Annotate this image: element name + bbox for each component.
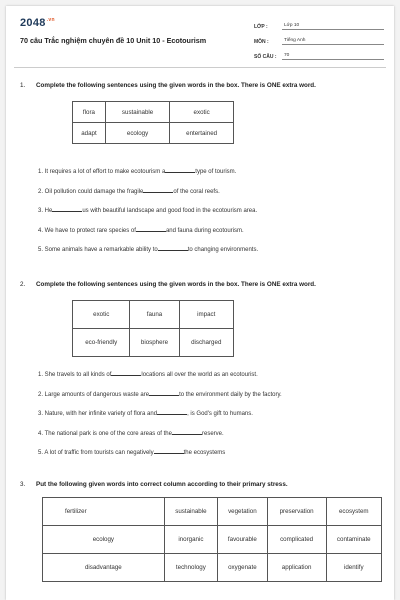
word-cell: exotic bbox=[170, 102, 234, 123]
word-cell: adapt bbox=[73, 123, 106, 144]
exercise-item: 4. We have to protect rare species of and fauna during ecotourism. bbox=[38, 224, 388, 244]
section-2-word-box bbox=[72, 300, 234, 357]
word-cell: application bbox=[267, 554, 326, 582]
worksheet-page bbox=[6, 6, 394, 600]
section-3-word-table bbox=[42, 497, 382, 582]
exercise-item: 5. A lot of traffic from tourists can negatively the ecosystems bbox=[38, 446, 388, 466]
word-cell: disadvantage bbox=[43, 554, 165, 582]
word-cell: identify bbox=[326, 554, 381, 582]
exercise-item: 3. Nature, with her infinite variety of flora and , is God's gift to humans. bbox=[38, 407, 388, 427]
word-cell: technology bbox=[164, 554, 217, 582]
header-divider bbox=[14, 67, 386, 68]
meta-info-block bbox=[254, 18, 384, 63]
word-cell: ecology bbox=[43, 526, 165, 554]
document-title: 70 câu Trắc nghiệm chuyên đề 10 Unit 10 - Ecotourism bbox=[20, 36, 207, 45]
word-cell: discharged bbox=[179, 329, 233, 357]
word-cell: sustainable bbox=[105, 102, 169, 123]
word-cell: inorganic bbox=[164, 526, 217, 554]
exercise-item: 1. It requires a lot of effort to make ecotourism a type of tourism. bbox=[38, 165, 388, 185]
section-2-instruction: Complete the following sentences using the given words in the box. There is ONE extra word. bbox=[36, 281, 316, 288]
meta-class-label: LỚP : bbox=[254, 24, 268, 30]
answer-blank[interactable] bbox=[136, 224, 166, 232]
meta-subject-value: Tiếng Anh bbox=[282, 38, 384, 45]
section-2-heading bbox=[20, 281, 316, 288]
word-cell: fertilizer bbox=[43, 498, 165, 526]
word-cell: contaminate bbox=[326, 526, 381, 554]
word-cell: eco-friendly bbox=[73, 329, 130, 357]
section-1-items bbox=[38, 165, 388, 263]
word-cell: sustainable bbox=[164, 498, 217, 526]
section-1-number: 1. bbox=[20, 82, 26, 89]
word-cell: entertained bbox=[170, 123, 234, 144]
answer-blank[interactable] bbox=[143, 185, 173, 193]
section-3-heading bbox=[20, 481, 288, 488]
answer-blank[interactable] bbox=[52, 204, 82, 212]
answer-blank[interactable] bbox=[149, 388, 179, 396]
answer-blank[interactable] bbox=[111, 368, 141, 376]
word-cell: ecology bbox=[105, 123, 169, 144]
exercise-item: 4. The national park is one of the core areas of the reserve. bbox=[38, 427, 388, 447]
answer-blank[interactable] bbox=[165, 165, 195, 173]
word-cell: fauna bbox=[130, 301, 179, 329]
section-3-number: 3. bbox=[20, 481, 26, 488]
section-1-instruction: Complete the following sentences using the given words in the box. There is ONE extra word. bbox=[36, 82, 316, 89]
section-3-instruction: Put the following given words into correct column according to their primary stress. bbox=[36, 481, 288, 488]
answer-blank[interactable] bbox=[157, 407, 187, 415]
section-2-items bbox=[38, 368, 388, 466]
meta-subject-row bbox=[254, 33, 384, 45]
word-cell: oxygenate bbox=[218, 554, 268, 582]
exercise-item: 2. Large amounts of dangerous waste are to the environment daily by the factory. bbox=[38, 388, 388, 408]
section-2-number: 2. bbox=[20, 281, 26, 288]
word-cell: flora bbox=[73, 102, 106, 123]
exercise-item: 3. He us with beautiful landscape and good food in the ecotourism area. bbox=[38, 204, 388, 224]
exercise-item: 2. Oil pollution could damage the fragile of the coral reefs. bbox=[38, 185, 388, 205]
meta-subject-label: MÔN : bbox=[254, 39, 269, 45]
meta-count-value: 70 bbox=[282, 53, 384, 60]
exercise-item: 1. She travels to all kinds of locations all over the world as an ecotourist. bbox=[38, 368, 388, 388]
meta-count-label: SỐ CÂU : bbox=[254, 54, 277, 60]
word-cell: ecosystem bbox=[326, 498, 381, 526]
meta-class-value: Lớp 10 bbox=[282, 23, 384, 30]
word-cell: preservation bbox=[267, 498, 326, 526]
section-1-word-box bbox=[72, 101, 234, 144]
section-1-heading bbox=[20, 82, 316, 89]
exercise-item: 5. Some animals have a remarkable ability to to changing environments. bbox=[38, 243, 388, 263]
word-cell: impact bbox=[179, 301, 233, 329]
answer-blank[interactable] bbox=[158, 243, 188, 251]
word-cell: favourable bbox=[218, 526, 268, 554]
site-logo[interactable]: $2048^{.vn}$ bbox=[20, 17, 55, 29]
word-cell: vegetation bbox=[218, 498, 268, 526]
meta-count-row bbox=[254, 48, 384, 60]
word-cell: exotic bbox=[73, 301, 130, 329]
answer-blank[interactable] bbox=[172, 427, 202, 435]
answer-blank[interactable] bbox=[154, 446, 184, 454]
meta-class-row bbox=[254, 18, 384, 30]
word-cell: complicated bbox=[267, 526, 326, 554]
word-cell: biosphere bbox=[130, 329, 179, 357]
